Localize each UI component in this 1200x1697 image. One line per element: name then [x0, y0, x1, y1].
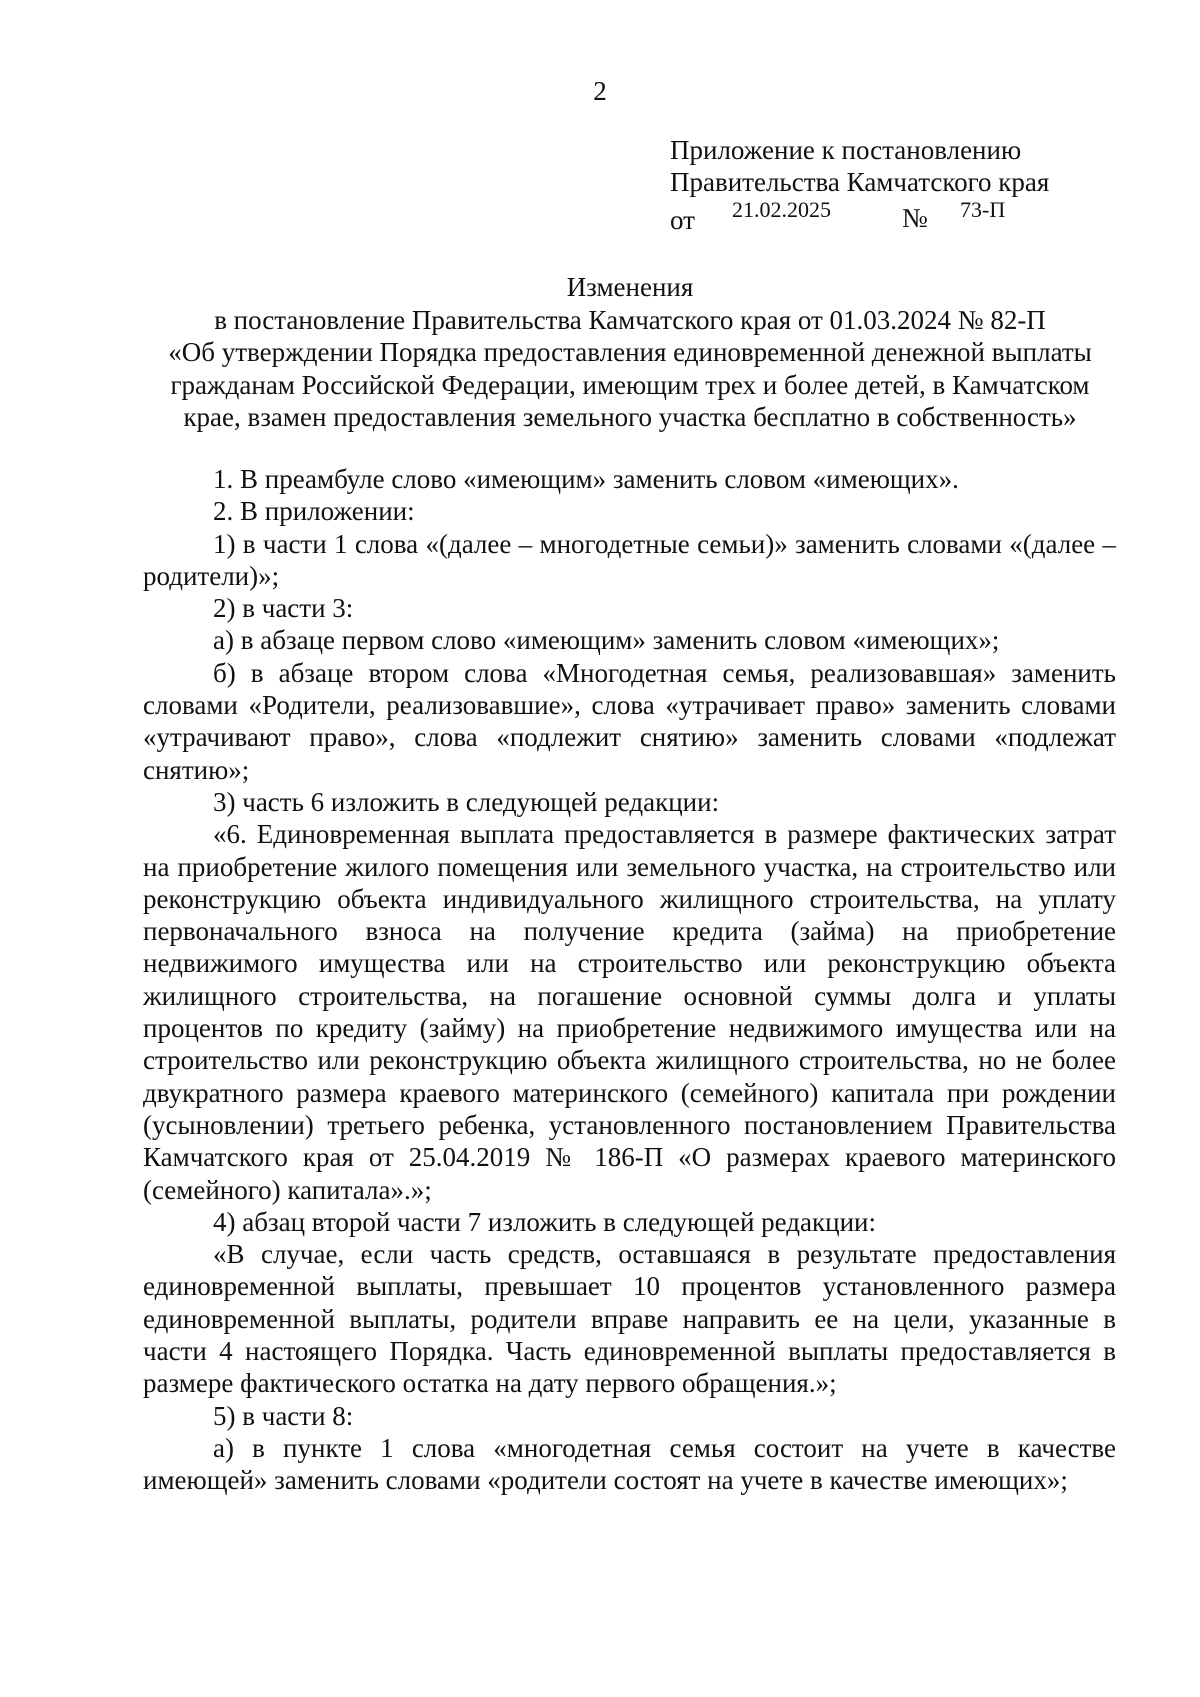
paragraph-9: 4) абзац второй части 7 изложить в следующей редакции: — [213, 1206, 876, 1237]
paragraph-8: «6. Единовременная выплата предоставляется в размере фактических затрат на приобретение жилого помещения или земельного участка, на строительство или реконструкцию объекта индивидуального жилищного строительства, на уплату первоначального взноса на получение кредита (займа) на приобретение недвижимого имущества или на строительство или реконструкцию объекта жилищного строительства, на погашение основной суммы долга и уплаты процентов по кредиту (займу) на приобретение недвижимого имущества или на строительство или реконструкцию объекта жилищного строительства, но не более двукратного размера краевого материнского (семейного) капитала при рождении (усыновлении) третьего ребенка, установленного постановлением Правительства Камчатского края от 25.04.2019 № 186-П «О размерах краевого материнского (семейного) капитала».»; — [143, 819, 1116, 1205]
appendix-meta — [670, 197, 1140, 235]
document-title — [140, 271, 1120, 434]
paragraph-12: а) в пункте 1 слова «многодетная семья состоит на учете в качестве имеющей» заменить словами «родители состоят на учете в качестве имеющих»; — [143, 1432, 1116, 1496]
title-line-2: «Об утверждении Порядка предоставления единовременной денежной выплаты — [168, 337, 1092, 367]
paragraph-11: 5) в части 8: — [213, 1400, 354, 1431]
paragraph-6: б) в абзаце втором слова «Многодетная семья, реализовавшая» заменить словами «Родители, реализовавшие», слова «утрачивает право» заменить словами «утрачивают право», слова «подлежит снятию» заменить словами «подлежат снятию»; — [143, 657, 1116, 785]
appendix-header — [670, 134, 1140, 235]
decree-number: 73-П — [960, 197, 1006, 222]
title-heading: Изменения — [566, 272, 694, 302]
paragraph-4: 2) в части 3: — [213, 593, 354, 624]
appendix-line-1: Приложение к постановлению — [670, 135, 1022, 165]
paragraph-1: 1. В преамбуле слово «имеющим» заменить словом «имеющих». — [213, 464, 959, 494]
paragraph-7: 3) часть 6 изложить в следующей редакции: — [213, 786, 720, 817]
appendix-line-2: Правительства Камчатского края — [670, 167, 1050, 197]
page-number: 2 — [593, 76, 607, 106]
title-line-3: гражданам Российской Федерации, имеющим трех и более детей, в Камчатском — [170, 369, 1090, 400]
paragraph-5: а) в абзаце первом слово «имеющим» заменить словом «имеющих»; — [213, 625, 1000, 656]
number-label: № — [902, 203, 928, 233]
paragraph-10: «В случае, если часть средств, оставшаяся в результате предоставления единовременной выплаты, превышает 10 процентов установленного размера единовременной выплаты, родители вправе направить ее на цели, указанные в части 4 настоящего Порядка. Часть единовременной выплаты предоставляется в размере фактического остатка на дату первого обращения.»; — [143, 1239, 1116, 1399]
title-line-4: крае, взамен предоставления земельного участка бесплатно в собственность» — [183, 402, 1077, 432]
paragraph-3: 1) в части 1 слова «(далее – многодетные семьи)» заменить словами «(далее – родители)»; — [143, 528, 1116, 591]
from-label: от — [670, 205, 695, 235]
decree-date: 21.02.2025 — [732, 197, 831, 222]
document-body — [143, 463, 1116, 1497]
title-line-1: в постановление Правительства Камчатского края от 01.03.2024 № 82-П — [214, 304, 1046, 335]
paragraph-2: 2. В приложении: — [213, 496, 415, 527]
